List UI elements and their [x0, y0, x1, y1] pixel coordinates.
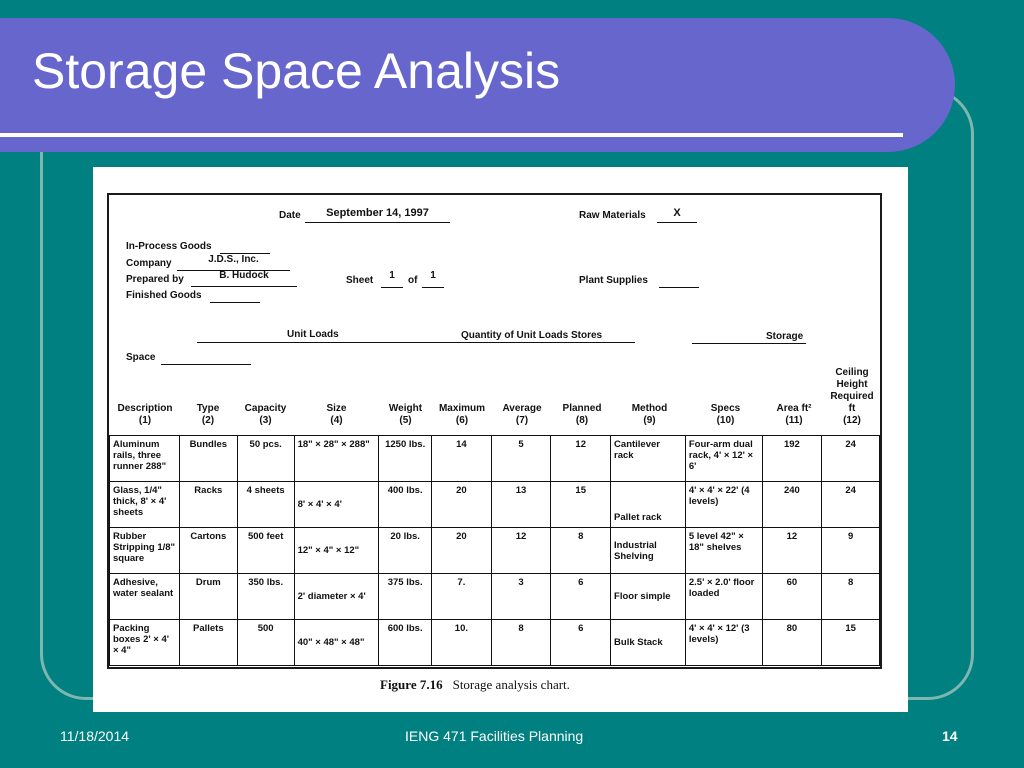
table-row [110, 528, 880, 574]
column-header-area: Area ft² (11) [776, 403, 812, 426]
cell-size: 8' × 4' × 4' [294, 482, 379, 528]
footer-date: 11/18/2014 [60, 728, 130, 744]
cell-type: Pallets [179, 620, 237, 666]
company-value: J.D.S., Inc. [208, 254, 259, 265]
in-process-line [220, 241, 270, 254]
quantity-label: Quantity of Unit Loads Stores [461, 330, 603, 341]
sheet-value: 1 [389, 270, 395, 281]
cell-ceiling-height: 9 [822, 528, 880, 574]
cell-ceiling-height: 24 [822, 436, 880, 482]
finished-goods-label: Finished Goods [126, 290, 202, 301]
cell-weight: 20 lbs. [379, 528, 432, 574]
cell-weight: 600 lbs. [379, 620, 432, 666]
cell-maximum: 20 [432, 528, 492, 574]
cell-method: Bulk Stack [611, 620, 686, 666]
cell-specs: 4' × 4' × 22' (4 levels) [685, 482, 762, 528]
cell-ceiling-height: 8 [822, 574, 880, 620]
cell-size: 40" × 48" × 48" [294, 620, 379, 666]
table-row [110, 620, 880, 666]
title-underline [0, 133, 903, 137]
figure-caption [380, 677, 570, 693]
storage-analysis-form [107, 193, 882, 669]
cell-weight: 400 lbs. [379, 482, 432, 528]
cell-planned: 8 [551, 528, 611, 574]
raw-materials-label: Raw Materials [579, 210, 646, 221]
cell-description: Aluminum rails, three runner 288" [110, 436, 180, 482]
finished-goods-line [210, 290, 260, 303]
space-line [161, 352, 251, 365]
column-header-ceiling-height: Ceiling Height Required ft (12) [830, 367, 874, 426]
figure-image [93, 167, 908, 712]
date-label: Date [279, 210, 301, 221]
storage-heading-line [692, 343, 806, 344]
cell-type: Cartons [179, 528, 237, 574]
prepared-by-label: Prepared by [126, 274, 184, 285]
unit-loads-label: Unit Loads [287, 329, 339, 340]
column-header-type: Type (2) [196, 403, 220, 426]
in-process-label: In-Process Goods [126, 241, 212, 252]
cell-method: Industrial Shelving [611, 528, 686, 574]
cell-capacity: 350 lbs. [237, 574, 294, 620]
table-row [110, 574, 880, 620]
footer-course: IENG 471 Facilities Planning [405, 728, 584, 744]
cell-capacity: 4 sheets [237, 482, 294, 528]
sheet-label: Sheet [346, 275, 374, 286]
table-row [110, 436, 880, 482]
raw-materials-value: X [673, 207, 681, 219]
column-header-maximum: Maximum (6) [438, 403, 486, 426]
column-header-method: Method (9) [631, 403, 668, 426]
cell-weight: 1250 lbs. [379, 436, 432, 482]
cell-maximum: 14 [432, 436, 492, 482]
cell-maximum: 7. [432, 574, 492, 620]
cell-specs: 4' × 4' × 12' (3 levels) [685, 620, 762, 666]
storage-analysis-table [109, 435, 880, 666]
cell-maximum: 20 [432, 482, 492, 528]
cell-average: 8 [491, 620, 551, 666]
cell-area: 60 [762, 574, 822, 620]
cell-planned: 12 [551, 436, 611, 482]
cell-description: Packing boxes 2' × 4' × 4" [110, 620, 180, 666]
of-value: 1 [430, 270, 436, 281]
cell-type: Drum [179, 574, 237, 620]
cell-method: Pallet rack [611, 482, 686, 528]
plant-supplies-line [659, 275, 699, 288]
cell-average: 5 [491, 436, 551, 482]
cell-description: Glass, 1/4" thick, 8' × 4' sheets [110, 482, 180, 528]
cell-capacity: 500 [237, 620, 294, 666]
figure-caption-text: Storage analysis chart. [452, 677, 570, 692]
storage-label: Storage [766, 331, 804, 342]
cell-method: Floor simple [611, 574, 686, 620]
cell-specs: 5 level 42" × 18" shelves [685, 528, 762, 574]
cell-average: 13 [491, 482, 551, 528]
cell-ceiling-height: 24 [822, 482, 880, 528]
cell-capacity: 500 feet [237, 528, 294, 574]
column-header-average: Average (7) [502, 403, 542, 426]
cell-planned: 6 [551, 620, 611, 666]
cell-planned: 15 [551, 482, 611, 528]
column-header-size: Size (4) [326, 403, 347, 426]
column-header-planned: Planned (8) [562, 403, 602, 426]
cell-maximum: 10. [432, 620, 492, 666]
column-header-description: Description (1) [117, 403, 173, 426]
cell-planned: 6 [551, 574, 611, 620]
cell-type: Bundles [179, 436, 237, 482]
cell-area: 12 [762, 528, 822, 574]
cell-method: Cantilever rack [611, 436, 686, 482]
cell-specs: 2.5' × 2.0' floor loaded [685, 574, 762, 620]
cell-area: 192 [762, 436, 822, 482]
of-label: of [408, 275, 418, 286]
company-label: Company [126, 258, 172, 269]
figure-number: Figure 7.16 [380, 677, 443, 692]
column-header-capacity: Capacity (3) [244, 403, 287, 426]
prepared-by-value: B. Hudock [219, 270, 269, 281]
space-label: Space [126, 352, 156, 363]
cell-description: Rubber Stripping 1/8" square [110, 528, 180, 574]
cell-area: 240 [762, 482, 822, 528]
cell-average: 12 [491, 528, 551, 574]
cell-average: 3 [491, 574, 551, 620]
cell-size: 12" × 4" × 12" [294, 528, 379, 574]
column-header-weight: Weight (5) [388, 403, 423, 426]
cell-description: Adhesive, water sealant [110, 574, 180, 620]
table-row [110, 482, 880, 528]
column-header-specs: Specs (10) [710, 403, 741, 426]
cell-weight: 375 lbs. [379, 574, 432, 620]
slide-title: Storage Space Analysis [32, 43, 561, 99]
plant-supplies-label: Plant Supplies [579, 275, 648, 286]
cell-specs: Four-arm dual rack, 4' × 12' × 6' [685, 436, 762, 482]
group-heading-line [197, 342, 635, 343]
cell-capacity: 50 pcs. [237, 436, 294, 482]
cell-ceiling-height: 15 [822, 620, 880, 666]
date-value: September 14, 1997 [326, 207, 429, 219]
cell-type: Racks [179, 482, 237, 528]
page-number: 14 [942, 728, 958, 744]
cell-area: 80 [762, 620, 822, 666]
cell-size: 2' diameter × 4' [294, 574, 379, 620]
cell-size: 18" × 28" × 288" [294, 436, 379, 482]
